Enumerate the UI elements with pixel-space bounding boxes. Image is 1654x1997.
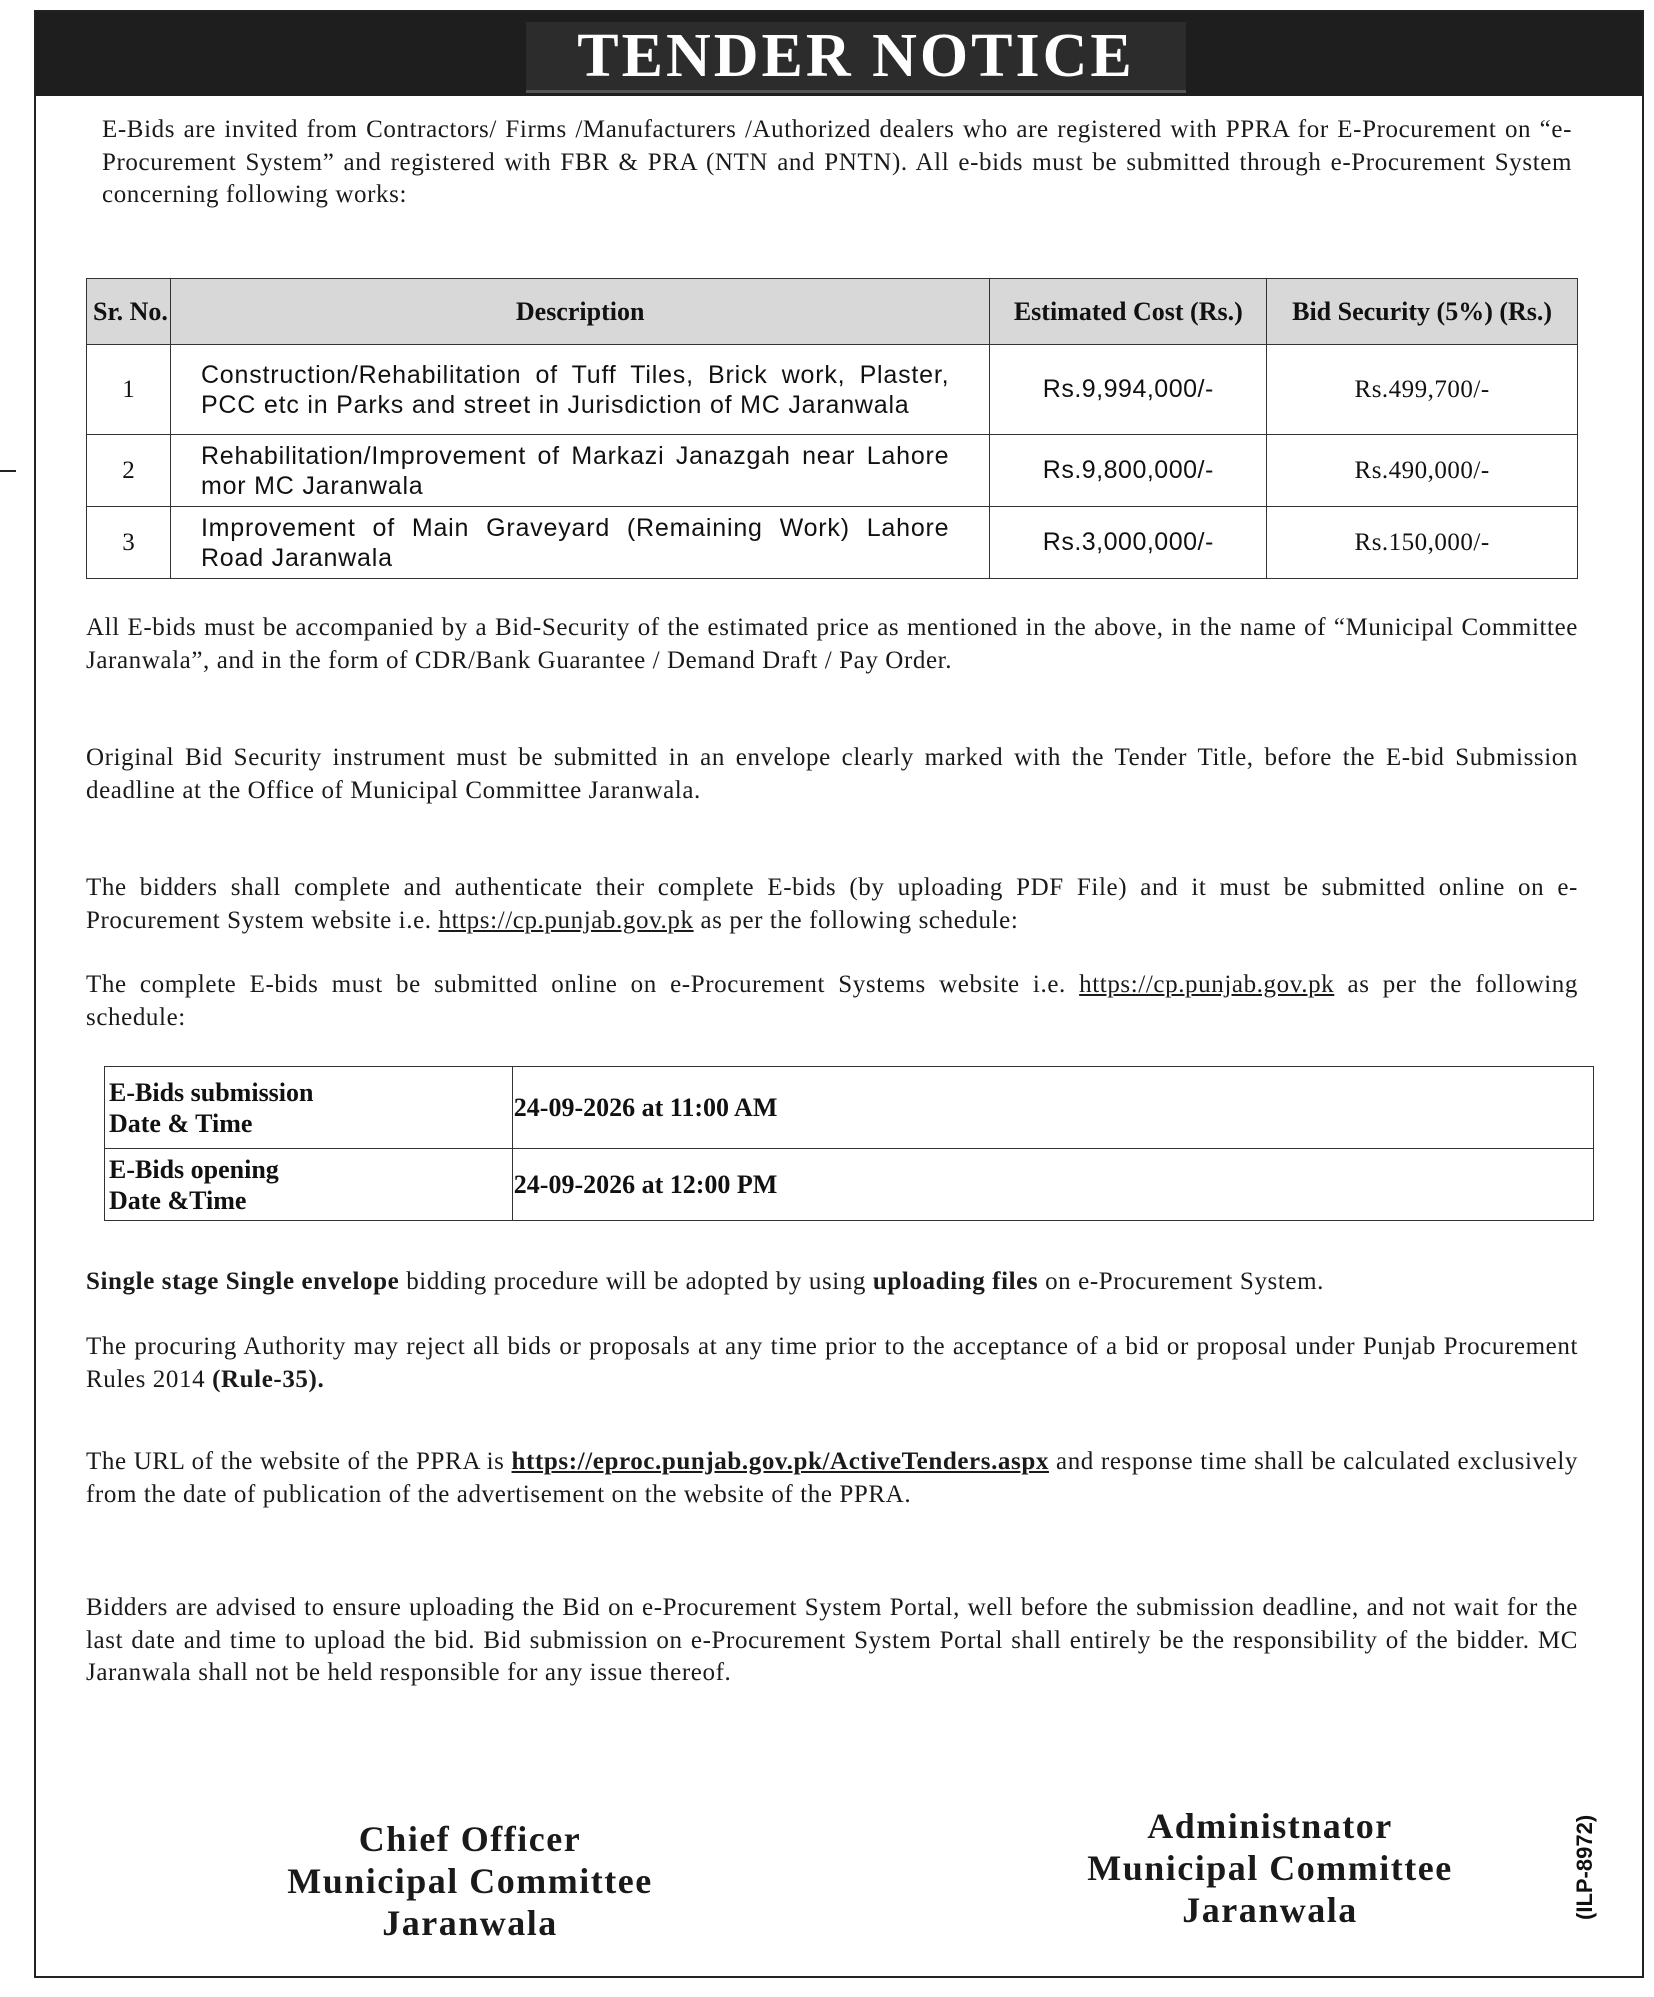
signature-title: Administnator [1147, 1806, 1393, 1846]
procedure-text: bidding procedure will be adopted by using [406, 1268, 867, 1295]
row-estimated-cost: Rs.3,000,000/- [990, 507, 1267, 579]
schedule-label [105, 1149, 513, 1221]
row-description: Rehabilitation/Improvement of Markazi Janazgah near Lahore mor MC Jaranwala [170, 435, 989, 507]
schedule-value: 24-09-2026 at 12:00 PM [512, 1149, 1593, 1221]
bid-security-paragraph: All E-bids must be accompanied by a Bid-Security of the estimated price as mentioned in the above, in the name of “Municipal Committee Jaranwala”, and in the form of CDR/Bank Guarantee / Demand Draft / Pay Order. [86, 614, 1578, 674]
header-sr: Sr. No. [87, 279, 171, 345]
row-sr: 2 [87, 435, 171, 507]
signature-org: Municipal Committee [287, 1861, 653, 1901]
table-row [87, 507, 1578, 579]
table-row [87, 345, 1578, 435]
schedule-label [105, 1067, 513, 1149]
signature-place: Jaranwala [1182, 1890, 1358, 1930]
ppra-link[interactable]: https://eproc.punjab.gov.pk/ActiveTenders.aspx [511, 1448, 1049, 1475]
online-text: The complete E-bids must be submitted online on e-Procurement Systems website i.e. [86, 971, 1066, 998]
intro-paragraph: E-Bids are invited from Contractors/ Firms /Manufacturers /Authorized dealers who are registered with PPRA for E-Procurement on “e-Procurement System” and registered with FBR & PRA (NTN and PNTN). All e-bids must be submitted through e-Procurement System concerning following works: [102, 116, 1572, 208]
reject-text: The procuring Authority may reject all bids or proposals at any time prior to the acceptance of a bid or proposal under Punjab Procurement Rules 2014 [86, 1333, 1578, 1393]
reject-paragraph [86, 1331, 1578, 1396]
signature-org: Municipal Committee [1087, 1848, 1453, 1888]
row-description: Construction/Rehabilitation of Tuff Tiles, Brick work, Plaster, PCC etc in Parks and street in Jurisdiction of MC Jaranwala [170, 345, 989, 435]
original-instrument-paragraph: Original Bid Security instrument must be submitted in an envelope clearly marked with the Tender Title, before the E-bid Submission deadline at the Office of Municipal Committee Jaranwala. [86, 744, 1578, 804]
row-estimated-cost: Rs.9,994,000/- [990, 345, 1267, 435]
signature-left [200, 1818, 740, 1944]
schedule-label-line1: E-Bids submission [109, 1077, 314, 1107]
eproc-link[interactable]: https://cp.punjab.gov.pk [438, 906, 694, 934]
procedure-paragraph [86, 1266, 1578, 1299]
row-bid-security: Rs.490,000/- [1267, 435, 1578, 507]
upload-text: The bidders shall complete and authenticate their complete E-bids (by uploading PDF File) and it must be submitted online on e-Procurement System website i.e. [86, 874, 1578, 934]
online-paragraph [86, 969, 1578, 1034]
signature-title: Chief Officer [358, 1819, 582, 1859]
procedure-bold: Single stage Single envelope [86, 1268, 400, 1295]
row-bid-security: Rs.499,700/- [1267, 345, 1578, 435]
upload-text-end: as per the following schedule: [700, 906, 1019, 934]
schedule-label-line2: Date &Time [109, 1185, 247, 1215]
procedure-bold: uploading files [872, 1268, 1039, 1295]
header-estimated-cost: Estimated Cost (Rs.) [990, 279, 1267, 345]
notice-title: TENDER NOTICE [577, 22, 1135, 90]
upload-paragraph [86, 872, 1578, 937]
schedule-value: 24-09-2026 at 11:00 AM [512, 1067, 1593, 1149]
signature-right [990, 1805, 1550, 1931]
rule-reference: (Rule-35). [212, 1365, 325, 1393]
publication-reference: (ILP-8972) [1572, 1814, 1597, 1920]
online-text-end: as per the following schedule: [86, 971, 1578, 1031]
row-sr: 3 [87, 507, 171, 579]
works-header-row [87, 279, 1578, 345]
row-estimated-cost: Rs.9,800,000/- [990, 435, 1267, 507]
signature-place: Jaranwala [382, 1903, 558, 1943]
schedule-row-opening [105, 1149, 1594, 1221]
schedule-table [104, 1066, 1594, 1221]
schedule-row-submission [105, 1067, 1594, 1149]
header-bid-security: Bid Security (5%) (Rs.) [1267, 279, 1578, 345]
eproc-link[interactable]: https://cp.punjab.gov.pk [1079, 971, 1335, 998]
advice-paragraph: Bidders are advised to ensure uploading the Bid on e-Procurement System Portal, well before the submission deadline, and not wait for the last date and time to upload the bid. Bid submission on e-Procurement System Portal shall entirely be the responsibility of the bidder. MC Jaranwala shall not be held responsible for any issue thereof. [86, 1594, 1578, 1686]
header-description: Description [170, 279, 989, 345]
schedule-label-line1: E-Bids opening [109, 1154, 279, 1184]
procedure-text-end: on e-Procurement System. [1045, 1268, 1325, 1295]
schedule-label-line2: Date & Time [109, 1108, 253, 1138]
margin-rule [0, 470, 16, 472]
url-text-end: and response time shall be calculated exclusively from the date of publication of the advertisement on the website of the PPRA. [86, 1448, 1578, 1508]
row-bid-security: Rs.150,000/- [1267, 507, 1578, 579]
url-text: The URL of the website of the PPRA is [86, 1448, 505, 1475]
url-paragraph [86, 1446, 1578, 1511]
row-sr: 1 [87, 345, 171, 435]
works-table [86, 278, 1578, 579]
row-description: Improvement of Main Graveyard (Remaining Work) Lahore Road Jaranwala [170, 507, 989, 579]
table-row [87, 435, 1578, 507]
